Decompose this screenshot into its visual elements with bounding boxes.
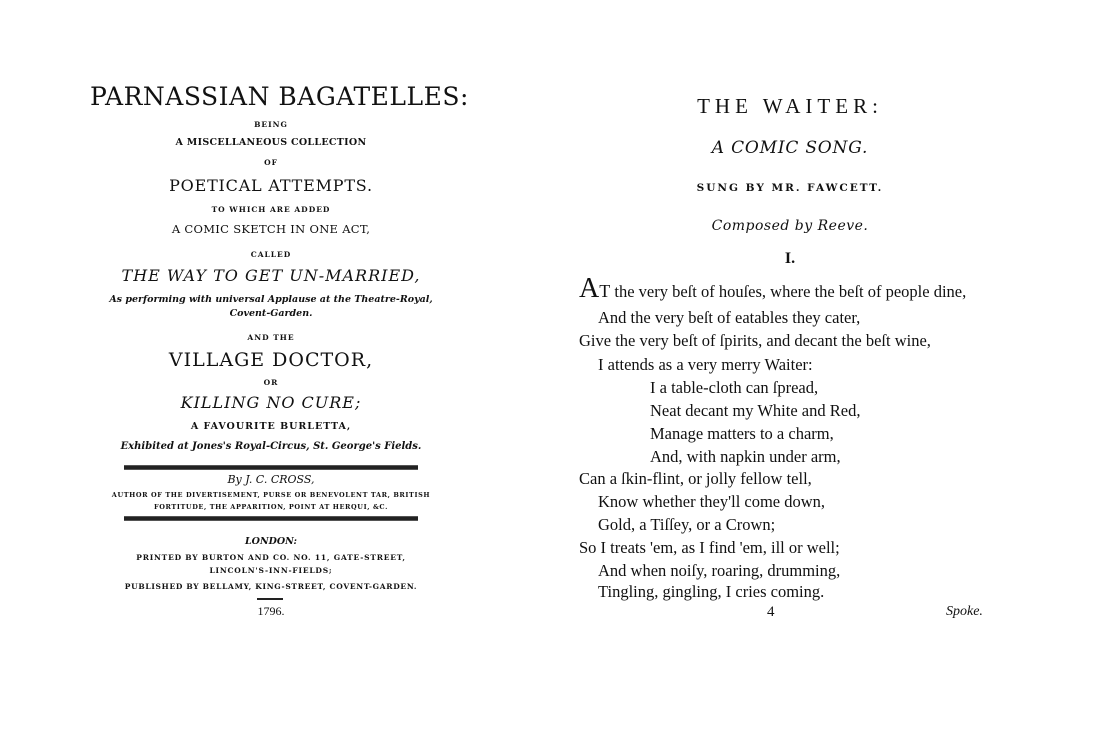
title-page [90,0,469,733]
verse-line: I a table-cloth can ſpread, [650,378,819,397]
london-line: LONDON: [244,536,297,547]
drop-cap-rest: T [599,281,611,301]
village-doctor-line: VILLAGE DOCTOR, [168,349,374,371]
covent-garden-line: Covent-Garden. [229,308,313,319]
being-line: BEING [254,120,288,129]
published-line: PUBLISHED BY BELLAMY, KING-STREET, COVENT-GARDEN. [124,582,418,591]
page-number: 4 [767,604,775,620]
verse-line: Know whether they'll come down, [598,492,826,511]
verse-line: And the very beſt of eatables they cater, [598,308,861,327]
author-works-line-1: AUTHOR OF THE DIVERTISEMENT, PURSE OR BENEVOLENT TAR, BRITISH [111,491,431,499]
verse-line: Can a ſkin-flint, or jolly fellow tell, [579,469,812,488]
drop-cap: A [579,273,600,304]
verse-line: I attends as a very merry Waiter: [598,355,813,374]
play-title: THE WAY TO GET UN-MARRIED, [121,266,421,285]
verse-line: Gold, a Tiſſey, or a Crown; [598,515,776,534]
sketch-line: A COMIC SKETCH IN ONE ACT, [171,222,371,236]
of-line: OF [264,158,278,167]
printed-line-2: LINCOLN'S-INN-FIELDS; [209,566,333,575]
book-title: PARNASSIAN BAGATELLES: [90,82,469,111]
verse-line [579,275,966,303]
or-line: OR [263,378,279,387]
verse-line: So I treats 'em, as I find 'em, ill or well; [579,538,840,557]
composer-line: Composed by Reeve. [711,218,869,234]
bottom-double-rule [124,516,418,521]
verse-line: And, with napkin under arm, [650,447,841,466]
author-line: By J. C. CROSS, [227,473,315,486]
publication-year: 1796. [257,604,285,618]
verse-line: And when noiſy, roaring, drumming, [598,561,841,580]
called-line: CALLED [250,250,292,259]
killing-line: KILLING NO CURE; [180,393,362,412]
song-title: THE WAITER: [697,94,883,118]
poetical-line: POETICAL ATTEMPTS. [169,176,373,195]
performing-line: As performing with universal Applause at the Theatre-Royal, [109,294,433,305]
and-the-line: AND THE [247,333,295,342]
exhibited-line: Exhibited at Jones's Royal-Circus, St. George's Fields. [120,441,422,452]
verse-line: Neat decant my White and Red, [650,401,861,420]
verse-line-text: the very beſt of houſes, where the beſt of people dine, [610,282,967,301]
added-line: TO WHICH ARE ADDED [211,205,331,214]
song-subtitle: A COMIC SONG. [711,138,869,158]
sung-by-line: SUNG BY MR. FAWCETT. [696,182,884,194]
verse-line: Manage matters to a charm, [650,424,834,443]
stanza-number: I. [784,250,796,267]
verse-line: Tingling, gingling, I cries coming. [598,582,825,601]
top-double-rule [124,465,418,470]
song-page [575,0,1005,733]
author-works-line-2: FORTITUDE, THE APPARITION, POINT AT HERQUI, &C. [154,503,388,511]
catchword: Spoke. [946,604,983,619]
collection-line: A MISCELLANEOUS COLLECTION [175,137,367,148]
printed-line-1: PRINTED BY BURTON AND CO. NO. 11, GATE-STREET, [136,553,406,562]
short-rule [257,598,283,600]
burletta-line: A FAVOURITE BURLETTA, [190,421,352,432]
verse-line: Give the very beſt of ſpirits, and decant the beſt wine, [579,331,931,350]
